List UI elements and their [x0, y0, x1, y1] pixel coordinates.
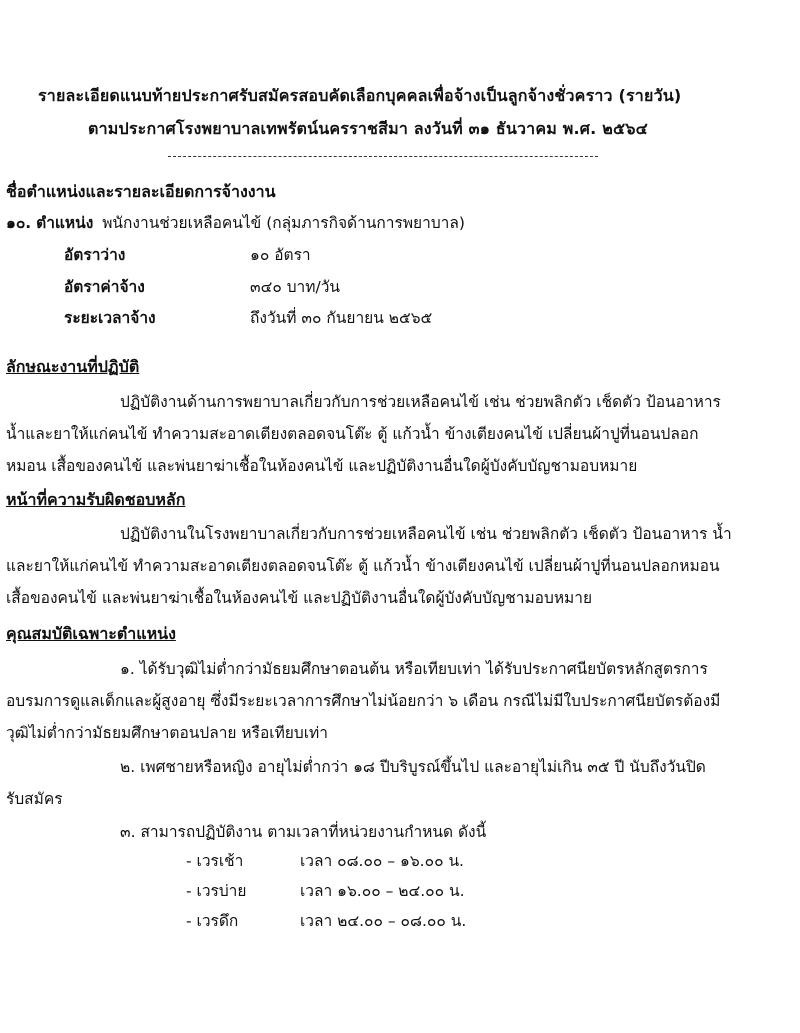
position-item [6, 210, 465, 235]
shift-night-time: เวลา ๒๔.๐๐ – ๐๘.๐๐ น. [300, 912, 467, 930]
qual1-line2: อบรมการดูแลเด็กและผู้สูงอายุ ซึ่งมีระยะเวลาการศึกษาไม่น้อยกว่า ๖ เดือน กรณีไม่มีใบประกาศนียบัตรต้องมี [6, 692, 721, 710]
position-item-no: ๑๐. [6, 214, 32, 232]
shift-night-name: - เวรดึก [186, 912, 239, 930]
period-value: ถึงวันที่ ๓๐ กันยายน ๒๕๖๕ [250, 309, 433, 327]
position-item-value: พนักงานช่วยเหลือคนไข้ (กลุ่มภารกิจด้านการพยาบาล) [102, 214, 465, 232]
duties-line1: ปฏิบัติงานในโรงพยาบาลเกี่ยวกับการช่วยเหลือคนไข้ เช่น ช่วยพลิกตัว เช็ดตัว ป้อนอาหาร น้ำ [120, 525, 732, 543]
nature-heading: ลักษณะงานที่ปฏิบัติ [6, 357, 140, 376]
nature-line1: ปฏิบัติงานด้านการพยาบาลเกี่ยวกับการช่วยเหลือคนไข้ เช่น ช่วยพลิกตัว เช็ดตัว ป้อนอาหาร [120, 393, 721, 411]
period-label: ระยะเวลาจ้าง [64, 309, 156, 327]
header-divider [168, 156, 598, 157]
qual2-line1: ๒. เพศชายหรือหญิง อายุไม่ต่ำกว่า ๑๘ ปีบริบูรณ์ขึ้นไป และอายุไม่เกิน ๓๕ ปี นับถึงวันปิด [120, 758, 706, 776]
vacancy-label: อัตราว่าง [64, 246, 126, 264]
vacancy-value: ๑๐ อัตรา [250, 246, 311, 264]
wage-label: อัตราค่าจ้าง [64, 278, 145, 296]
qualifications-heading: คุณสมบัติเฉพาะตำแหน่ง [6, 624, 176, 643]
qual3-line1: ๓. สามารถปฏิบัติงาน ตามเวลาที่หน่วยงานกำหนด ดังนี้ [120, 823, 487, 841]
qual1-line1: ๑. ได้รับวุฒิไม่ต่ำกว่ามัธยมศึกษาตอนต้น หรือเทียบเท่า ได้รับประกาศนียบัตรหลักสูตรการ [120, 660, 708, 678]
nature-line3: หมอน เสื้อของคนไข้ และพ่นยาฆ่าเชื้อในห้องคนไข้ และปฏิบัติงานอื่นใดผู้บังคับบัญชามอบหมาย [6, 457, 638, 475]
duties-line2: และยาให้แก่คนไข้ ทำความสะอาดเตียงตลอดจนโต๊ะ ตู้ แก้วน้ำ ข้างเตียงคนไข้ เปลี่ยนผ้าปูที่นอนปลอกหมอน [6, 557, 720, 575]
shift-afternoon-time: เวลา ๑๖.๐๐ – ๒๔.๐๐ น. [300, 882, 465, 900]
doc-title-line2: ตามประกาศโรงพยาบาลเทพรัตน์นครราชสีมา ลงวันที่ ๓๑ ธันวาคม พ.ศ. ๒๕๖๔ [88, 119, 648, 138]
qual1-line3: วุฒิไม่ต่ำกว่ามัธยมศึกษาตอนปลาย หรือเทียบเท่า [6, 724, 328, 742]
doc-title-line1: รายละเอียดแนบท้ายประกาศรับสมัครสอบคัดเลือกบุคคลเพื่อจ้างเป็นลูกจ้างชั่วคราว (รายวัน) [38, 86, 682, 105]
shift-morning-name: - เวรเช้า [186, 852, 244, 870]
qual2-line2: รับสมัคร [6, 790, 63, 808]
duties-line3: เสื้อของคนไข้ และพ่นยาฆ่าเชื้อในห้องคนไข้ และปฏิบัติงานอื่นใดผู้บังคับบัญชามอบหมาย [6, 589, 593, 607]
shift-afternoon-name: - เวรบ่าย [186, 882, 247, 900]
wage-value: ๓๔๐ บาท/วัน [250, 278, 340, 296]
nature-line2: น้ำและยาให้แก่คนไข้ ทำความสะอาดเตียงตลอดจนโต๊ะ ตู้ แก้วน้ำ ข้างเตียงคนไข้ เปลี่ยนผ้าปูที่นอนปลอก [6, 425, 699, 443]
position-item-label: ตำแหน่ง [36, 214, 94, 232]
position-heading: ชื่อตำแหน่งและรายละเอียดการจ้างงาน [6, 182, 276, 201]
duties-heading: หน้าที่ความรับผิดชอบหลัก [6, 490, 186, 509]
shift-morning-time: เวลา ๐๘.๐๐ – ๑๖.๐๐ น. [300, 852, 464, 870]
